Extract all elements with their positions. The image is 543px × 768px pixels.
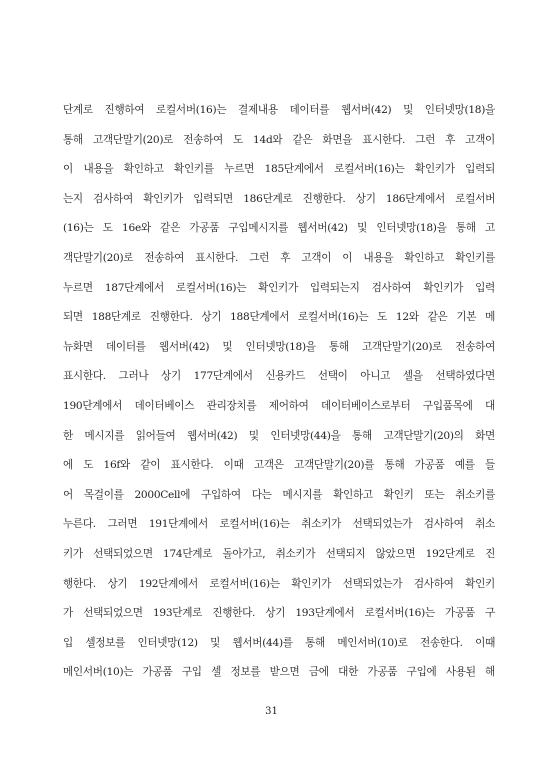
text-line: 입 셀정보를 인터넷망(12) 및 웹서버(44)를 통해 메인서버(10)로 전송한다. 이때 <box>63 636 495 649</box>
text-line: 통해 고객단말기(20)로 전송하여 도 14d와 같은 화면을 표시한다. 그런 후 고객이 <box>63 133 495 146</box>
text-line: 객단말기(20)로 전송하여 표시한다. 그런 후 고객이 이 내용을 확인하고 확인키를 <box>63 251 495 264</box>
text-line: 누른다. 그러면 191단계에서 로컬서버(16)는 취소키가 선택되었는가 검사하여 취소 <box>63 518 495 531</box>
text-line: 되면 188단계로 진행한다. 상기 188단계에서 로컬서버(16)는 도 12와 같은 기본 메 <box>63 311 495 324</box>
page-number: 31 <box>265 706 278 717</box>
text-line: 키가 선택되었으면 174단계로 돌아가고, 취소키가 선택되지 않았으면 192단계로 진 <box>63 547 495 560</box>
text-line: 이 내용을 확인하고 확인키를 누르면 185단계에서 로컬서버(16)는 확인키가 입력되 <box>63 163 495 176</box>
text-line: 단계로 진행하여 로컬서버(16)는 결제내용 데이터를 웹서버(42) 및 인터넷망(18)을 <box>63 104 495 116</box>
text-line: 표시한다. 그러나 상기 177단계에서 신용카드 선택이 아니고 셀을 선택하였다면 <box>63 370 495 383</box>
text-line: 에 도 16f와 같이 표시한다. 이때 고객은 고객단말기(20)를 통해 가공품 예를 들 <box>63 459 495 472</box>
text-line: 행한다. 상기 192단계에서 로컬서버(16)는 확인키가 선택되었는가 검사하여 확인키 <box>63 577 495 590</box>
text-line: 가 선택되었으면 193단계로 진행한다. 상기 193단계에서 로컬서버(16)는 가공품 구 <box>63 607 495 620</box>
text-line: 어 목걸이를 2000Cell에 구입하여 다는 메시지를 확인하고 확인키 또는 취소키를 <box>63 488 495 501</box>
text-line: 190단계에서 데이터베이스 관리장치를 제어하여 데이터베이스로부터 구입품목에 대 <box>63 399 495 412</box>
body-text <box>63 96 495 688</box>
text-line: (16)는 도 16e와 같은 가공품 구입메시지를 웹서버(42) 및 인터넷망(18)을 통해 고 <box>63 222 495 235</box>
text-line: 한 메시지를 읽어들여 웹서버(42) 및 인터넷망(44)을 통해 고객단말기(20)의 화면 <box>63 429 495 442</box>
text-line: 메인서버(10)는 가공품 구입 셀 정보를 받으면 금에 대한 가공품 구입에 사용된 해 <box>63 666 495 679</box>
text-line: 누르면 187단계에서 로컬서버(16)는 확인키가 입력되는지 검사하여 확인키가 입력 <box>63 281 495 294</box>
text-line: 는지 검사하여 확인키가 입력되면 186단계로 진행한다. 상기 186단계에서 로컬서버 <box>63 192 495 205</box>
text-line: 뉴화면 데이터를 웹서버(42) 및 인터넷망(18)을 통해 고객단말기(20)로 전송하여 <box>63 340 495 353</box>
